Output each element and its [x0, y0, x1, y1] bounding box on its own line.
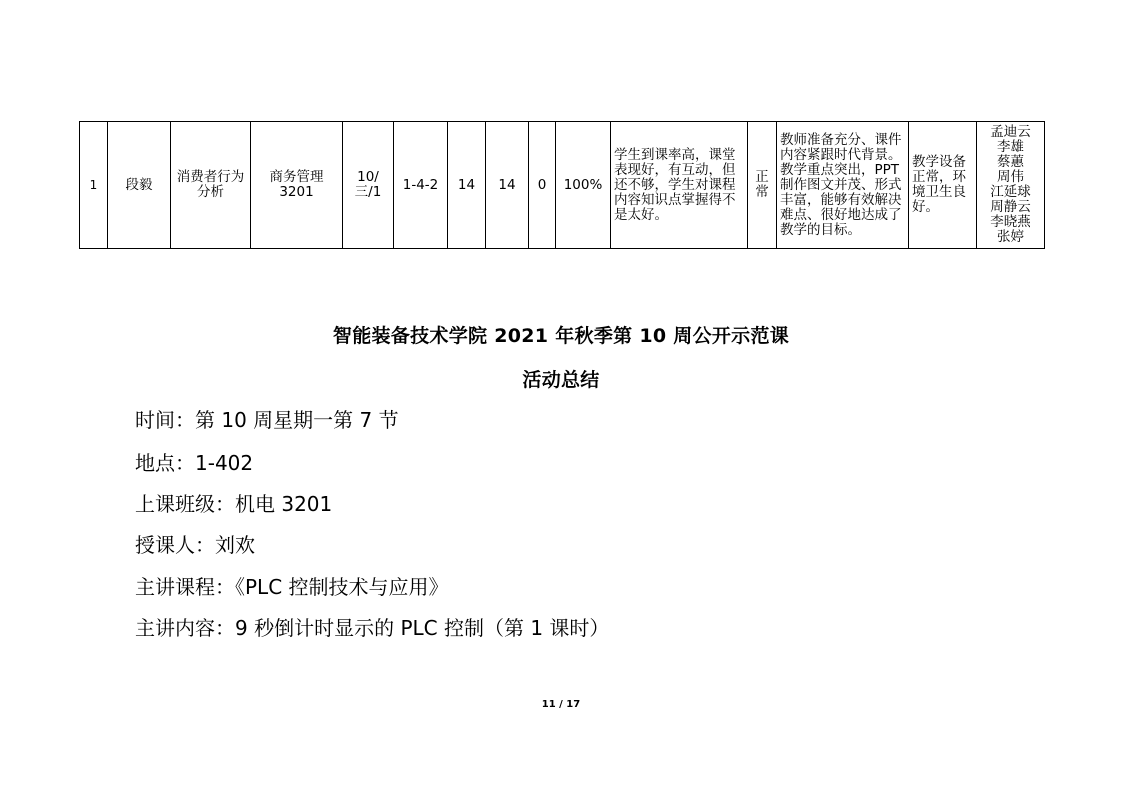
evaluator-list — [977, 122, 1045, 249]
course-name: 消费者行为分析 — [171, 122, 251, 249]
info-course: 主讲课程：《PLC 控制技术与应用》 — [135, 575, 449, 599]
evaluation-table — [79, 121, 1045, 249]
class-name: 商务管理3201 — [251, 122, 343, 249]
class-order: 正常 — [748, 122, 777, 249]
student-comment: 学生到课率高，课堂表现好，有互动，但还不够，学生对课程内容知识点掌握得不是太好。 — [611, 122, 748, 249]
row-index: 1 — [80, 122, 108, 249]
evaluator-name: 江延球 — [990, 184, 1031, 200]
info-time: 时间：第 10 周星期一第 7 节 — [135, 408, 399, 432]
facility-comment: 教学设备正常，环境卫生良好。 — [909, 122, 977, 249]
teacher-name: 段毅 — [108, 122, 171, 249]
evaluator-name: 李雄 — [997, 139, 1024, 155]
page-number: 11 / 17 — [541, 699, 581, 710]
lesson-date: 10/三/1 — [343, 122, 394, 249]
evaluator-name: 蔡蕙 — [997, 154, 1024, 170]
summary-title: 智能装备技术学院 2021 年秋季第 10 周公开示范课 — [332, 325, 790, 347]
info-class: 上课班级：机电 3201 — [135, 492, 333, 516]
summary-subtitle: 活动总结 — [522, 369, 600, 391]
evaluator-name: 孟迪云 — [990, 124, 1031, 140]
evaluator-name: 周静云 — [990, 199, 1031, 215]
attendance-rate: 100% — [556, 122, 611, 249]
expected-count: 14 — [448, 122, 486, 249]
info-place: 地点：1-402 — [135, 451, 254, 475]
info-content: 主讲内容：9 秒倒计时显示的 PLC 控制（第 1 课时） — [135, 616, 610, 640]
info-lecturer: 授课人：刘欢 — [135, 533, 255, 557]
table-row — [80, 122, 1045, 249]
evaluator-name: 李晓燕 — [990, 214, 1031, 230]
absent-count: 0 — [529, 122, 556, 249]
room: 1-4-2 — [394, 122, 448, 249]
evaluator-name: 张婷 — [997, 229, 1024, 245]
teacher-comment: 教师准备充分、课件内容紧跟时代背景。教学重点突出，PPT制作图文并茂、形式丰富，能够有效解决难点、很好地达成了教学的目标。 — [777, 122, 909, 249]
actual-count: 14 — [486, 122, 529, 249]
evaluator-name: 周伟 — [997, 169, 1024, 185]
